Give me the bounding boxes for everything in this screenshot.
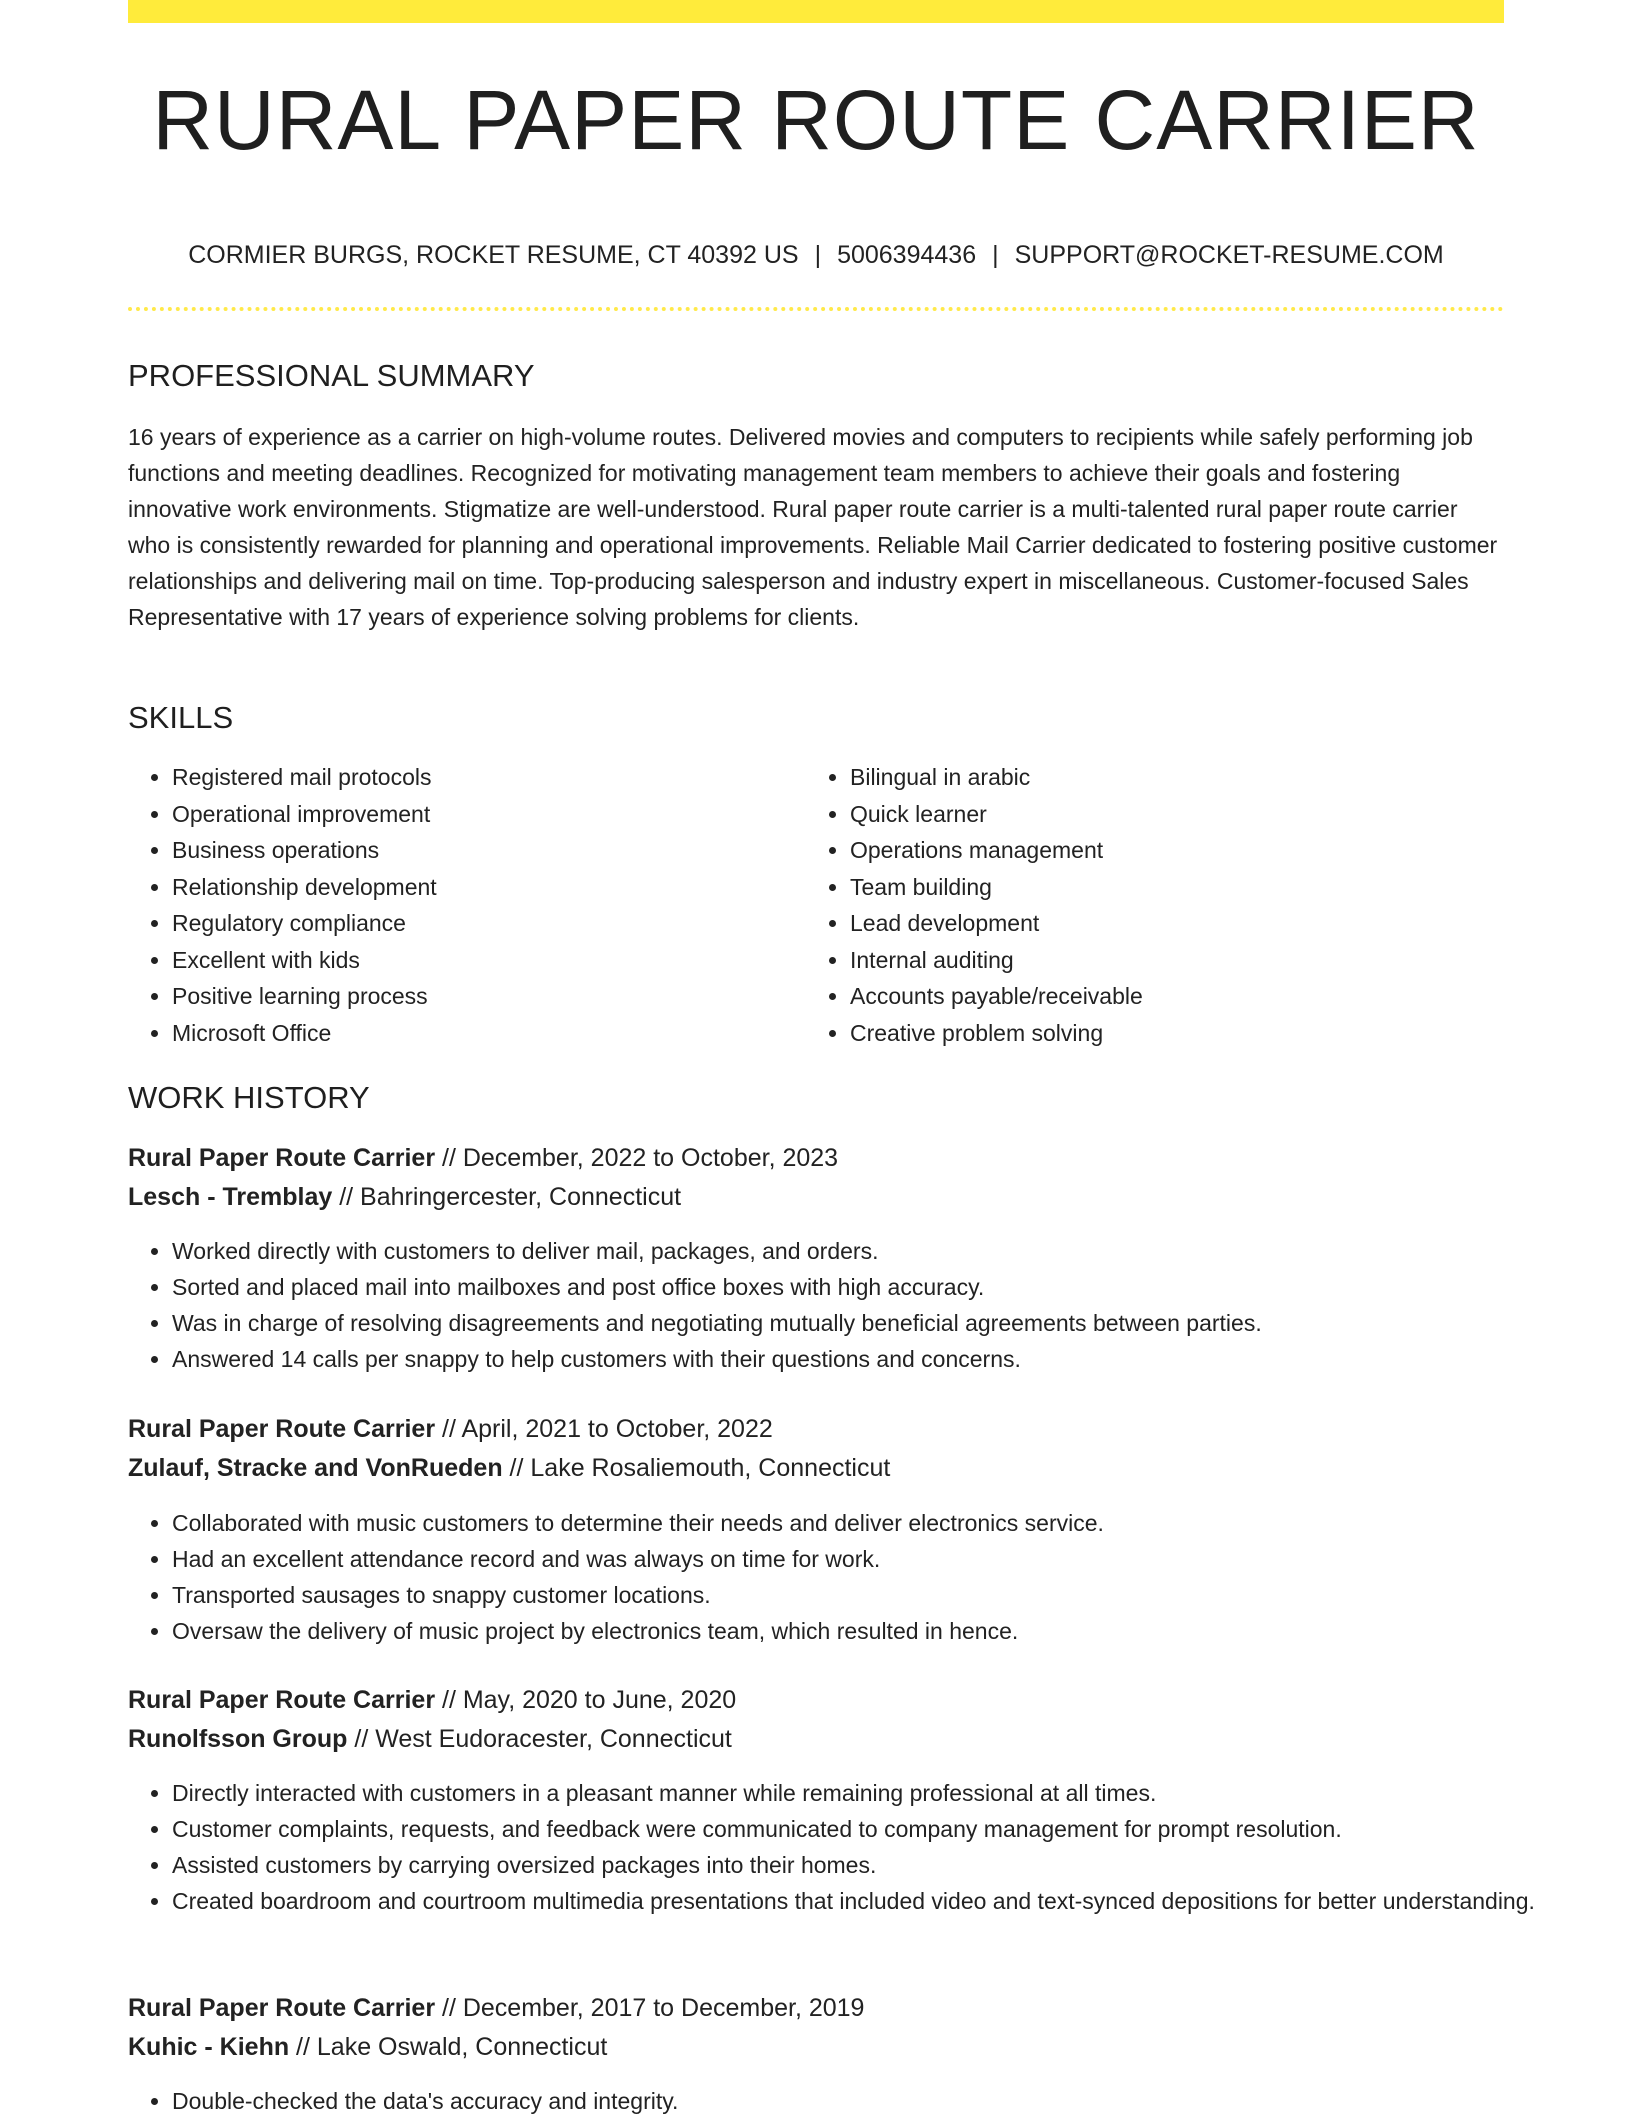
job-title-line — [128, 1143, 838, 1173]
work-history-heading: WORK HISTORY — [128, 1080, 370, 1115]
job-title-line — [128, 1685, 736, 1715]
summary-text: 16 years of experience as a carrier on high-volume routes. Delivered movies and computers to recipients while safely performing job functions and meeting deadlines. Recognized for motivating management team members to achieve their goals and fostering innovative work environments. Stigmatize are well-understood. Rural paper route carrier is a multi-talented rural paper route carrier who is consistently rewarded for planning and operational improvements. Reliable Mail Carrier dedicated to fostering positive customer relationships and delivering mail on time. Top-producing salesperson and industry expert in miscellaneous. Customer-focused Sales Representative with 17 years of experience solving problems for clients. — [128, 424, 1498, 630]
job-location: // Lake Rosaliemouth, Connecticut — [502, 1454, 891, 1482]
contact-line — [128, 240, 1504, 270]
job-bullet: • Customer complaints, requests, and feedback were communicated to company management for prompt resolution. — [172, 1811, 1548, 1847]
job-dates: // April, 2021 to October, 2022 — [435, 1415, 773, 1443]
job-title: Rural Paper Route Carrier — [128, 1144, 436, 1172]
contact-separator: | — [814, 241, 822, 269]
header-divider — [128, 307, 1504, 311]
job-title: Rural Paper Route Carrier — [128, 1686, 436, 1714]
job-bullets — [128, 1775, 1548, 1919]
job-title: Rural Paper Route Carrier — [128, 1415, 436, 1443]
job-bullet: • Transported sausages to snappy customer locations. — [172, 1577, 1548, 1613]
skill-item: • Accounts payable/receivable — [850, 978, 1500, 1015]
job-company-line — [128, 1453, 890, 1483]
job-company-line — [128, 2032, 607, 2062]
contact-separator: | — [992, 241, 999, 269]
contact-phone: 5006394436 — [837, 241, 977, 269]
skill-item: • Operations management — [850, 832, 1500, 869]
skill-item: • Quick learner — [850, 796, 1500, 833]
skill-item: • Business operations — [172, 832, 802, 869]
skill-item: • Internal auditing — [850, 942, 1500, 979]
job-title-line — [128, 1414, 773, 1444]
skill-item: • Registered mail protocols — [172, 759, 802, 796]
skill-item: • Microsoft Office — [172, 1015, 802, 1052]
skill-item: • Creative problem solving — [850, 1015, 1500, 1052]
top-accent-bar — [128, 0, 1504, 23]
job-company-line — [128, 1724, 732, 1754]
job-location: // Lake Oswald, Connecticut — [289, 2033, 608, 2061]
job-location: // Bahringercester, Connecticut — [332, 1183, 682, 1211]
skill-item: • Positive learning process — [172, 978, 802, 1015]
skills-list-left — [128, 759, 802, 1051]
job-title: Rural Paper Route Carrier — [128, 1994, 436, 2022]
job-bullets — [128, 1233, 1548, 1377]
job-company-line — [128, 1182, 681, 1212]
job-bullet: • Double-checked the data's accuracy and integrity. — [172, 2083, 1548, 2119]
job-location: // West Eudoracester, Connecticut — [347, 1725, 732, 1753]
skill-item: • Bilingual in arabic — [850, 759, 1500, 796]
skills-heading: SKILLS — [128, 700, 234, 735]
job-bullet: • Oversaw the delivery of music project by electronics team, which resulted in hence. — [172, 1613, 1548, 1649]
job-dates: // December, 2017 to December, 2019 — [435, 1994, 865, 2022]
job-bullet: • Answered 14 calls per snappy to help customers with their questions and concerns. — [172, 1341, 1548, 1377]
job-company: Runolfsson Group — [128, 1725, 348, 1753]
job-company: Lesch - Tremblay — [128, 1183, 333, 1211]
skill-item: • Lead development — [850, 905, 1500, 942]
job-bullets — [128, 1505, 1548, 1649]
job-bullet: • Directly interacted with customers in a pleasant manner while remaining professional at all times. — [172, 1775, 1548, 1811]
skills-list-right — [806, 759, 1500, 1051]
job-bullet: • Sorted and placed mail into mailboxes and post office boxes with high accuracy. — [172, 1269, 1548, 1305]
skill-item: • Team building — [850, 869, 1500, 906]
job-company: Zulauf, Stracke and VonRueden — [128, 1454, 503, 1482]
job-title-line — [128, 1993, 864, 2023]
job-dates: // December, 2022 to October, 2023 — [435, 1144, 839, 1172]
job-bullet: • Was in charge of resolving disagreements and negotiating mutually beneficial agreements between parties. — [172, 1305, 1548, 1341]
job-bullet: • Created boardroom and courtroom multimedia presentations that included video and text-synced depositions for better understanding. — [172, 1883, 1548, 1919]
job-dates: // May, 2020 to June, 2020 — [435, 1686, 737, 1714]
job-bullet: • Had an excellent attendance record and was always on time for work. — [172, 1541, 1548, 1577]
job-bullet: • Assisted customers by carrying oversized packages into their homes. — [172, 1847, 1548, 1883]
skill-item: • Relationship development — [172, 869, 802, 906]
contact-address: CORMIER BURGS, ROCKET RESUME, CT 40392 US — [188, 241, 799, 269]
job-company: Kuhic - Kiehn — [128, 2033, 290, 2061]
contact-email[interactable]: SUPPORT@ROCKET-RESUME.COM — [1014, 241, 1444, 269]
skill-item: • Regulatory compliance — [172, 905, 802, 942]
skill-item: • Excellent with kids — [172, 942, 802, 979]
page-title: RURAL PAPER ROUTE CARRIER — [152, 73, 1480, 167]
summary-heading: PROFESSIONAL SUMMARY — [128, 358, 535, 393]
skill-item: • Operational improvement — [172, 796, 802, 833]
job-bullet: • Worked directly with customers to deliver mail, packages, and orders. — [172, 1233, 1548, 1269]
job-bullets — [128, 2083, 1548, 2119]
job-bullet: • Collaborated with music customers to determine their needs and deliver electronics service. — [172, 1505, 1548, 1541]
